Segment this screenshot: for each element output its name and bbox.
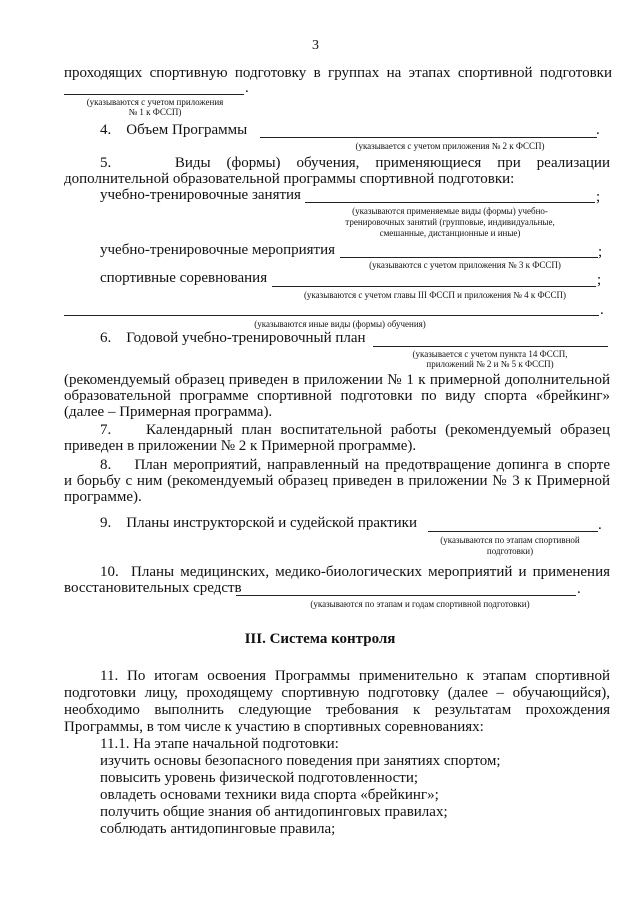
paragraph-line: дополнительной образовательной программы спортивной подготовки:	[64, 171, 515, 187]
field-caption: (указываются по этапам спортивной	[440, 535, 580, 545]
blank-line	[64, 94, 244, 95]
paragraph-line: (далее – Примерная программа).	[64, 404, 273, 420]
punctuation: .	[596, 122, 600, 138]
field-caption: (указываются с учетом главы III ФССП и приложения № 4 к ФССП)	[303, 290, 567, 300]
blank-line	[305, 202, 595, 203]
requirement-item: повысить уровень физической подготовленности;	[100, 770, 419, 786]
field-caption: № 1 к ФССП)	[128, 107, 182, 117]
field-caption: подготовки)	[486, 546, 534, 556]
section-title: III. Система контроля	[244, 631, 396, 647]
paragraph-line: 11. По итогам освоения Программы применительно к этапам спортивной	[100, 668, 610, 684]
competitions-label: спортивные соревнования	[100, 270, 268, 286]
paragraph-line: Программы, в том числе к участию в спортивных соревнованиях:	[64, 719, 484, 735]
paragraph-line: и борьбу с ним (рекомендуемый образец приведен в приложении № 3 к Примерной	[64, 473, 610, 489]
field-caption: (указываются по этапам и годам спортивной подготовки)	[310, 599, 530, 609]
item-9-label: 9. Планы инструкторской и судейской практики	[100, 515, 417, 531]
requirement-item: соблюдать антидопинговые правила;	[100, 821, 336, 837]
paragraph-line: программе).	[64, 489, 142, 505]
requirement-item: овладеть основами техники вида спорта «брейкинг»;	[100, 787, 439, 803]
blank-line	[428, 531, 598, 532]
subsection-heading: 11.1. На этапе начальной подготовки:	[100, 736, 339, 752]
paragraph-line: подготовки лицу, проходящему спортивную подготовку (далее – обучающийся),	[64, 685, 610, 701]
field-caption: приложений № 2 и № 5 к ФССП)	[426, 359, 554, 369]
page-number: 3	[312, 38, 319, 53]
paragraph-line: приведен в приложении № 2 к Примерной программе).	[64, 438, 417, 454]
item-4-label: 4. Объем Программы	[100, 122, 248, 138]
paragraph-line: 8. План мероприятий, направленный на предотвращение допинга в спорте	[100, 457, 610, 473]
field-caption: смешанные, дистанционные и иные)	[379, 228, 521, 238]
blank-line	[373, 346, 608, 347]
punctuation: ;	[597, 272, 602, 288]
blank-line	[340, 257, 598, 258]
field-caption: (указываются с учетом приложения	[86, 97, 224, 107]
blank-line	[272, 286, 596, 287]
field-caption: (указывается с учетом приложения № 2 к ФССП)	[355, 141, 545, 151]
field-caption: (указываются применяемые виды (формы) учебно-	[352, 206, 548, 216]
paragraph-line: 10. Планы медицинских, медико-биологических мероприятий и применения	[100, 564, 610, 580]
paragraph-line: (рекомендуемый образец приведен в приложении № 1 к примерной дополнительной	[64, 372, 610, 388]
punctuation: ;	[596, 189, 601, 205]
training-sessions-label: учебно-тренировочные занятия	[100, 187, 301, 203]
paragraph-line: проходящих спортивную подготовку в группах на этапах спортивной подготовки	[64, 65, 612, 81]
paragraph-line: 5. Виды (формы) обучения, применяющиеся при реализации	[100, 155, 610, 171]
punctuation: ;	[598, 244, 603, 260]
field-caption: (указывается с учетом пункта 14 ФССП,	[412, 349, 568, 359]
field-caption: тренировочных занятий (групповые, индивидуальные,	[345, 217, 555, 227]
paragraph-line: восстановительных средств	[64, 580, 242, 596]
blank-line	[64, 315, 599, 316]
punctuation: .	[245, 80, 249, 96]
blank-line	[236, 595, 576, 596]
paragraph-line: необходимо выполнить следующие требования к результатам прохождения	[64, 702, 610, 718]
paragraph-line: образовательной программе спортивной подготовки по виду спорта «брейкинг»	[64, 388, 610, 404]
requirement-item: изучить основы безопасного поведения при занятиях спортом;	[100, 753, 501, 769]
training-events-label: учебно-тренировочные мероприятия	[100, 242, 336, 258]
requirement-item: получить общие знания об антидопинговых правилах;	[100, 804, 448, 820]
punctuation: .	[577, 581, 581, 597]
paragraph-line: 7. Календарный план воспитательной работы (рекомендуемый образец	[100, 422, 610, 438]
blank-line	[260, 137, 597, 138]
field-caption: (указываются с учетом приложения № 3 к ФССП)	[369, 260, 561, 270]
punctuation: .	[598, 517, 602, 533]
field-caption: (указываются иные виды (формы) обучения)	[254, 319, 426, 329]
punctuation: .	[600, 302, 604, 318]
item-6-label: 6. Годовой учебно-тренировочный план	[100, 330, 366, 346]
